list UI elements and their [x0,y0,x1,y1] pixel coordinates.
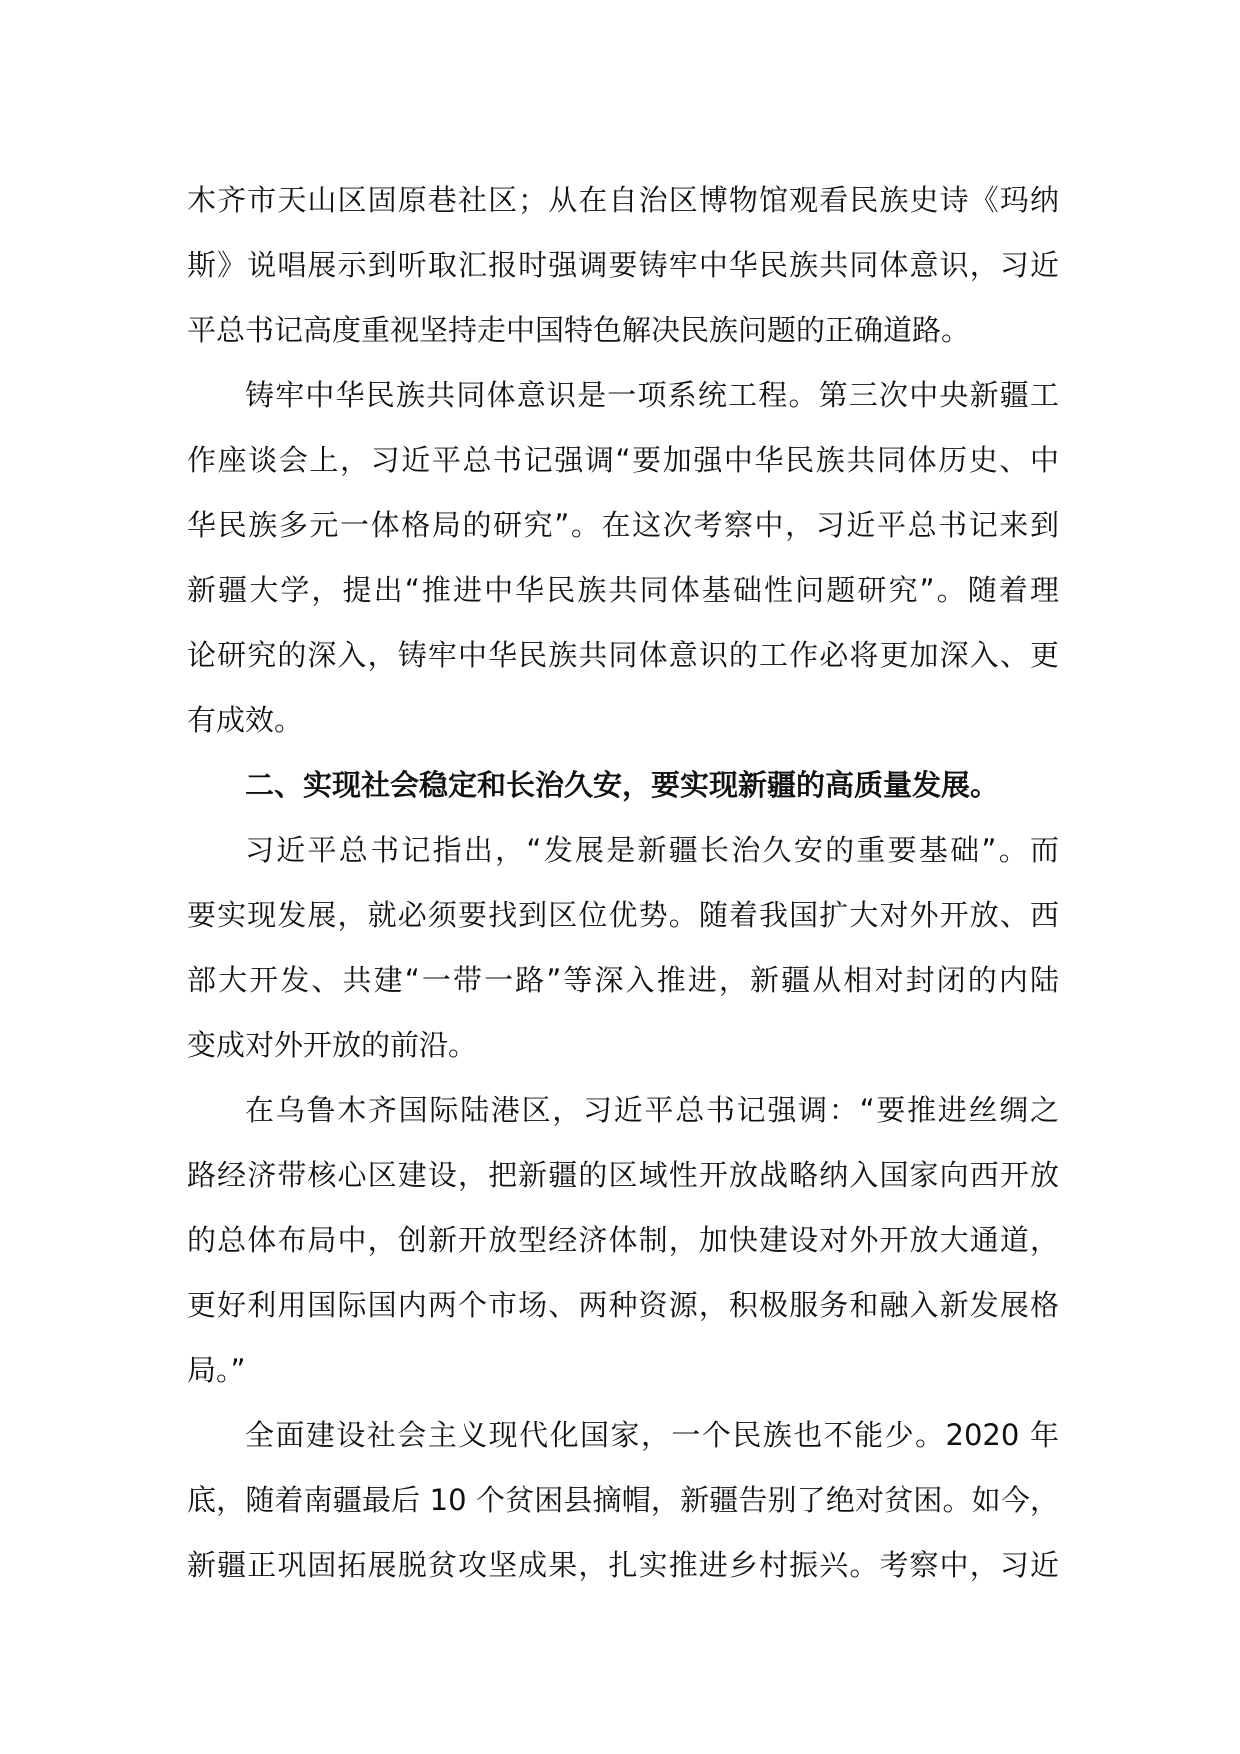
paragraph-line: 更好利用国际国内两个市场、两种资源，积极服务和融入新发展格 [187,1288,1059,1322]
paragraph-line: 变成对外开放的前沿。 [187,1028,478,1062]
paragraph-line: 路经济带核心区建设，把新疆的区域性开放战略纳入国家向西开放 [187,1158,1059,1192]
paragraph-line: 华民族多元一体格局的研究”。在这次考察中，习近平总书记来到 [187,508,1059,542]
paragraph-line: 全面建设社会主义现代化国家，一个民族也不能少。2020 年 [245,1418,1059,1452]
paragraph-line: 有成效。 [187,703,304,737]
paragraph-line: 论研究的深入，铸牢中华民族共同体意识的工作必将更加深入、更 [187,638,1059,672]
paragraph-line: 新疆正巩固拓展脱贫攻坚成果，扎实推进乡村振兴。考察中，习近 [187,1548,1059,1582]
paragraph-line: 在乌鲁木齐国际陆港区，习近平总书记强调：“要推进丝绸之 [245,1093,1059,1127]
section-heading: 二、实现社会稳定和长治久安，要实现新疆的高质量发展。 [245,768,1000,802]
paragraph-line: 铸牢中华民族共同体意识是一项系统工程。第三次中央新疆工 [245,378,1059,412]
paragraph-line: 的总体布局中，创新开放型经济体制，加快建设对外开放大通道， [187,1223,1059,1257]
paragraph-line: 作座谈会上，习近平总书记强调“要加强中华民族共同体历史、中 [187,443,1059,477]
paragraph-line: 局。” [187,1353,246,1387]
paragraph-line: 底，随着南疆最后 10 个贫困县摘帽，新疆告别了绝对贫困。如今， [187,1483,1059,1517]
paragraph-line: 习近平总书记指出，“发展是新疆长治久安的重要基础”。而 [245,833,1059,867]
paragraph-line: 新疆大学，提出“推进中华民族共同体基础性问题研究”。随着理 [187,573,1059,607]
paragraph-line: 木齐市天山区固原巷社区；从在自治区博物馆观看民族史诗《玛纳 [187,183,1059,217]
paragraph-line: 要实现发展，就必须要找到区位优势。随着我国扩大对外开放、西 [187,898,1059,932]
paragraph-line: 平总书记高度重视坚持走中国特色解决民族问题的正确道路。 [187,313,971,347]
paragraph-line: 部大开发、共建“一带一路”等深入推进，新疆从相对封闭的内陆 [187,963,1059,997]
paragraph-line: 斯》说唱展示到听取汇报时强调要铸牢中华民族共同体意识，习近 [187,248,1059,282]
document-body [187,168,1059,1598]
